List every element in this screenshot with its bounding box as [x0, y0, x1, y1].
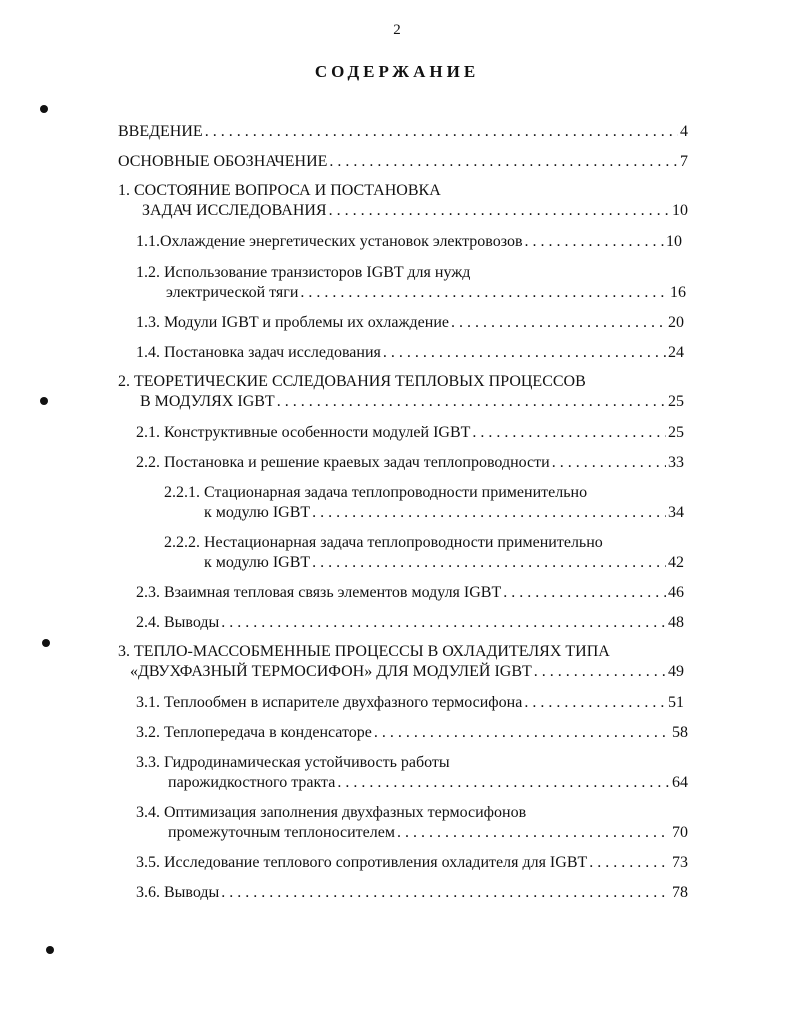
leader-dots [451, 313, 666, 333]
toc-page-number: 34 [668, 504, 684, 521]
toc-entry [136, 853, 688, 873]
toc-page-number: 10 [672, 202, 688, 219]
toc-entry [136, 753, 688, 793]
leader-dots [552, 453, 666, 473]
toc-page-number: 73 [672, 854, 688, 871]
toc-entry-text: 1.1.Охлаждение энергетических установок электровозов [136, 233, 523, 250]
page-number: 2 [393, 22, 401, 38]
toc-page-number: 20 [668, 314, 684, 331]
toc-entry [118, 372, 684, 412]
toc-entry-text: 2. ТЕОРЕТИЧЕСКИЕ ССЛЕДОВАНИЯ ТЕПЛОВЫХ ПРОЦЕССОВ [118, 373, 586, 390]
toc-page-number: 33 [668, 454, 684, 471]
toc-entry [136, 453, 684, 473]
toc-entry-text: к модулю IGBT [204, 554, 311, 571]
leader-dots [472, 423, 666, 443]
toc-entry-text: 3.2. Теплопередача в конденсаторе [136, 724, 372, 741]
toc-page-number: 51 [668, 694, 684, 711]
toc-entry-text: В МОДУЛЯХ IGBT [140, 393, 275, 410]
toc-page-number: 46 [668, 584, 684, 601]
toc-entry [118, 181, 688, 221]
toc-entry [136, 723, 688, 743]
page-title: СОДЕРЖАНИЕ [314, 62, 480, 81]
leader-dots [221, 883, 670, 903]
toc-entry-text: 3.4. Оптимизация заполнения двухфазных термосифонов [136, 804, 527, 821]
toc-entry-text: ВВЕДЕНИЕ [118, 123, 203, 140]
toc-entry-text: 1.4. Постановка задач исследования [136, 344, 381, 361]
toc-entry-text: 2.1. Конструктивные особенности модулей IGBT [136, 424, 471, 441]
leader-dots [534, 662, 666, 682]
toc-entry-text: электрической тяги [166, 284, 299, 301]
toc-page-number: 10 [666, 233, 682, 250]
toc-page-number: 16 [670, 284, 686, 301]
leader-dots [503, 583, 666, 603]
toc-page-number: 25 [668, 393, 684, 410]
leader-dots [329, 201, 670, 221]
toc-entry [164, 533, 684, 573]
leader-dots [524, 693, 666, 713]
toc-entry [164, 483, 684, 523]
toc-entry [136, 613, 684, 633]
toc-page-number: 7 [680, 153, 688, 170]
toc-entry-text: 2.2.1. Стационарная задача теплопроводности применительно [164, 484, 588, 501]
toc-entry [136, 313, 684, 333]
toc-entry [136, 343, 684, 363]
toc-entry-text: 3.3. Гидродинамическая устойчивость работы [136, 754, 450, 771]
toc-entry [136, 583, 684, 603]
leader-dots [374, 723, 670, 743]
toc-entry-text: парожидкостного тракта [168, 774, 336, 791]
binding-hole-mark [46, 946, 54, 954]
toc-entry [136, 232, 682, 252]
toc-page-number: 78 [672, 884, 688, 901]
toc-entry-text: 2.2.2. Нестационарная задача теплопроводности применительно [164, 534, 603, 551]
leader-dots [337, 773, 670, 793]
leader-dots [589, 853, 670, 873]
leader-dots [312, 503, 666, 523]
toc-page-number: 48 [668, 614, 684, 631]
toc-entry [136, 263, 686, 303]
leader-dots [525, 232, 665, 252]
toc-entry [136, 423, 684, 443]
toc-page-number: 58 [672, 724, 688, 741]
leader-dots [205, 122, 678, 142]
toc-entry-text: 1. СОСТОЯНИЕ ВОПРОСА И ПОСТАНОВКА [118, 182, 441, 199]
leader-dots [312, 553, 666, 573]
toc-page-number: 24 [668, 344, 684, 361]
leader-dots [277, 392, 666, 412]
toc-entry [136, 803, 688, 843]
binding-hole-mark [40, 397, 48, 405]
toc-entry-text: 2.4. Выводы [136, 614, 220, 631]
toc-entry-text: ОСНОВНЫЕ ОБОЗНАЧЕНИЕ [118, 153, 328, 170]
binding-hole-mark [40, 105, 48, 113]
leader-dots [329, 152, 678, 172]
toc-page-number: 4 [680, 123, 688, 140]
leader-dots [300, 283, 668, 303]
leader-dots [397, 823, 670, 843]
toc-entry [118, 642, 684, 682]
binding-hole-mark [42, 639, 50, 647]
toc-entry-text: 3.5. Исследование теплового сопротивления охладителя для IGBT [136, 854, 588, 871]
leader-dots [221, 613, 666, 633]
leader-dots [383, 343, 666, 363]
toc-page-number: 49 [668, 663, 684, 680]
toc-entry-text: 1.2. Использование транзисторов IGBT для нужд [136, 264, 471, 281]
toc-entry-text: 1.3. Модули IGBT и проблемы их охлаждение [136, 314, 449, 331]
toc-entry [118, 152, 688, 172]
toc-page-number: 42 [668, 554, 684, 571]
toc-entry-text: 3. ТЕПЛО-МАССОБМЕННЫЕ ПРОЦЕССЫ В ОХЛАДИТЕЛЯХ ТИПА [118, 643, 610, 660]
toc-entry [136, 883, 688, 903]
toc-page-number: 25 [668, 424, 684, 441]
toc-entry-text: 2.2. Постановка и решение краевых задач теплопроводности [136, 454, 550, 471]
toc-entry-text: к модулю IGBT [204, 504, 311, 521]
toc-entry-text: 3.1. Теплообмен в испарителе двухфазного термосифона [136, 694, 523, 711]
toc-page-number: 64 [672, 774, 688, 791]
toc-entry-text: промежуточным теплоносителем [168, 824, 395, 841]
toc-entry-text: 2.3. Взаимная тепловая связь элементов модуля IGBT [136, 584, 502, 601]
toc-page-number: 70 [672, 824, 688, 841]
toc-entry [136, 693, 684, 713]
toc-entry-text: 3.6. Выводы [136, 884, 220, 901]
toc-entry-text: «ДВУХФАЗНЫЙ ТЕРМОСИФОН» ДЛЯ МОДУЛЕЙ IGBT [130, 663, 532, 680]
toc-entry-text: ЗАДАЧ ИССЛЕДОВАНИЯ [142, 202, 327, 219]
toc-entry [118, 122, 688, 142]
